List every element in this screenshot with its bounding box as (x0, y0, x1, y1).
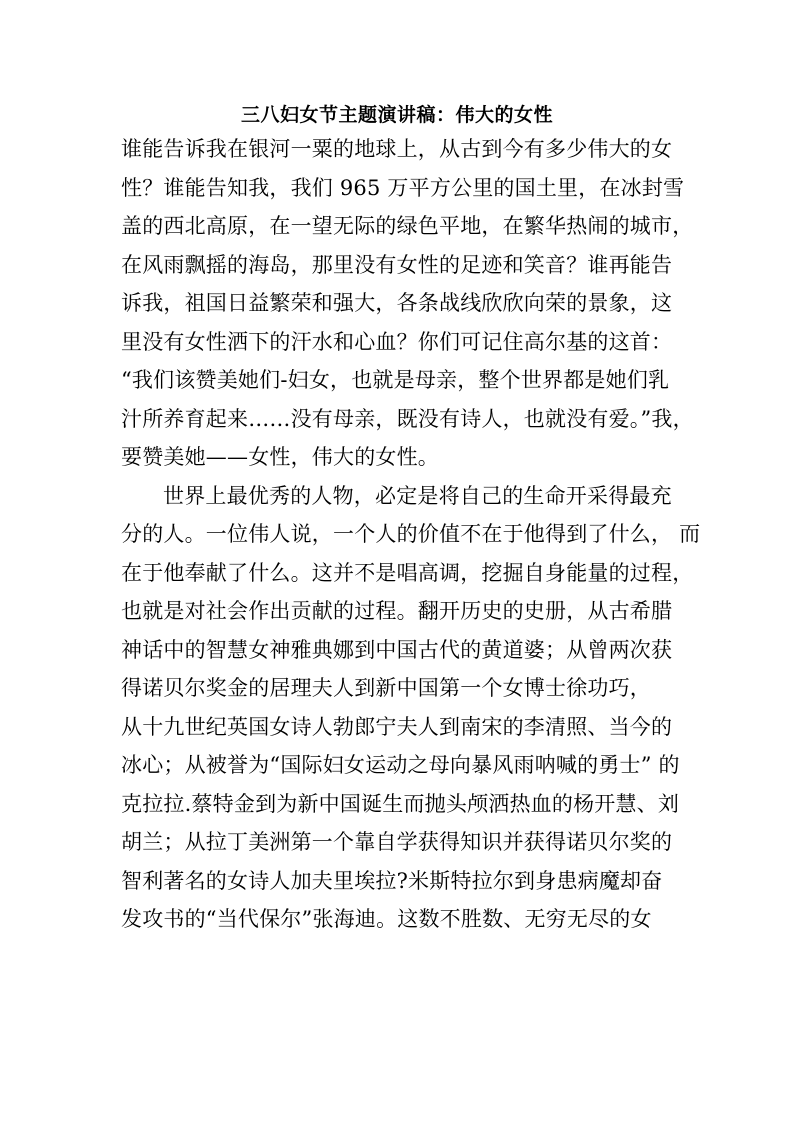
text-line: 得诺贝尔奖金的居理夫人到新中国第一个女博士徐功巧， (121, 676, 651, 700)
text-line: 冰心；从被誉为“国际妇女运动之母向暴风雨呐喊的勇士” 的 (121, 753, 680, 777)
text-line: 要赞美她——女性，伟大的女性。 (121, 445, 439, 469)
text-line: 神话中的智慧女神雅典娜到中国古代的黄道婆；从曾两次获 (121, 637, 673, 662)
text-line: 在于他奉献了什么。这并不是唱高调，挖掘自身能量的过程， (121, 560, 694, 585)
paragraph-1 (121, 130, 694, 477)
text-line: 发攻书的“当代保尔”张海迪。这数不胜数、无穷无尽的女 (121, 907, 652, 931)
text-line: 胡兰；从拉丁美洲第一个靠自学获得知识并获得诺贝尔奖的 (121, 830, 673, 854)
text-line: 在风雨飘摇的海岛，那里没有女性的足迹和笑音？谁再能告 (121, 252, 673, 277)
document-body (121, 130, 701, 939)
text-line: 分的人。一位伟人说，一个人的价值不在于他得到了什么， 而 (121, 522, 701, 546)
text-line: 谁能告诉我在银河一粟的地球上，从古到今有多少伟大的女 (121, 137, 673, 161)
text-line: 盖的西北高原，在一望无际的绿色平地，在繁华热闹的城市， (121, 214, 694, 238)
text-line: 克拉拉.蔡特金到为新中国诞生而抛头颅洒热血的杨开慧、刘 (121, 791, 680, 816)
text-line: 从十九世纪英国女诗人勃郎宁夫人到南宋的李清照、当今的 (121, 714, 673, 739)
text-line-indented: 世界上最优秀的人物，必定是将自己的生命开采得最充 (163, 483, 672, 508)
text-line: 性？谁能告知我，我们 965 万平方公里的国土里，在冰封雪 (121, 175, 685, 200)
text-line: 智利著名的女诗人加夫里埃拉?米斯特拉尔到身患病魔却奋 (121, 868, 663, 893)
paragraph-2 (121, 477, 701, 939)
text-line: 里没有女性洒下的汗水和心血？你们可记住高尔基的这首： (121, 329, 673, 354)
text-line: 诉我，祖国日益繁荣和强大，各条战线欣欣向荣的景象，这 (121, 291, 673, 315)
text-line: 汁所养育起来……没有母亲，既没有诗人，也就没有爱。”我， (121, 406, 694, 431)
text-line: 也就是对社会作出贡献的过程。翻开历史的史册，从古希腊 (121, 599, 673, 623)
text-line: “我们该赞美她们-妇女，也就是母亲，整个世界都是她们乳 (121, 368, 670, 392)
document-title: 三八妇女节主题演讲稿：伟大的女性 (240, 104, 553, 126)
